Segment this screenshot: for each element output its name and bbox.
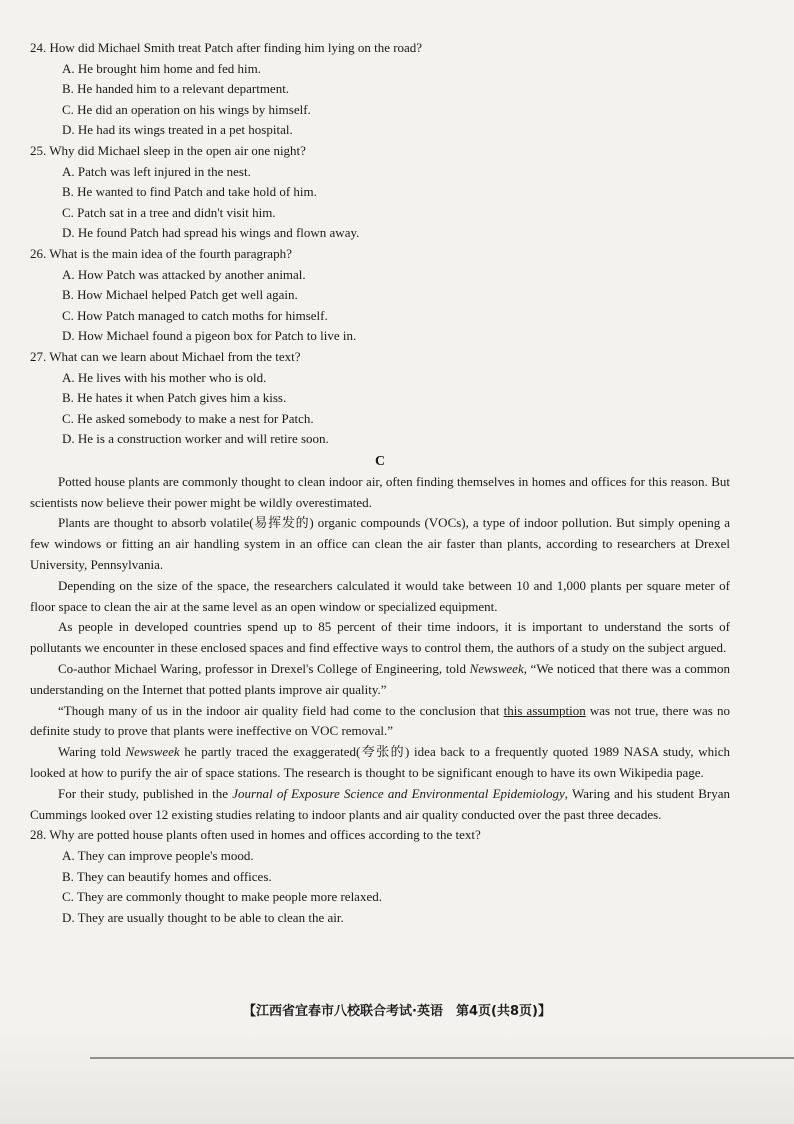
journal-title: Journal of Exposure Science and Environmental Epidemiology — [232, 785, 565, 801]
page-footer: 【江西省宜春市八校联合考试·英语 第4页(共8页)】 — [243, 1004, 551, 1019]
option-c: C. How Patch managed to catch moths for himself. — [62, 307, 328, 323]
passage-paragraph-3: Depending on the size of the space, the researchers calculated it would take between 10 and 1,000 plants per square meter of floor space to clean the air at the same level as an open window or specialized equipment. — [30, 577, 730, 614]
option-a: A. Patch was left injured in the nest. — [62, 163, 251, 179]
page-content — [30, 38, 730, 928]
question-stem: 25. Why did Michael sleep in the open air one night? — [30, 142, 306, 158]
p5-newsweek: Newsweek — [469, 661, 524, 677]
p7-text-b: he partly traced the exaggerated(夸张的) idea back to a frequently quoted 1989 NASA study, which looked at how to purify the air of space stations. The research is thought to be significant enough to have its own Wikipedia page. — [30, 744, 730, 781]
p7-newsweek: Newsweek — [125, 744, 180, 760]
question-block — [30, 244, 730, 347]
p5-text-b: , “We noticed that there was a common understanding on the Internet that potted plants improve air quality.” — [30, 661, 730, 697]
question-stem: 24. How did Michael Smith treat Patch after finding him lying on the road? — [30, 40, 423, 55]
option-b: B. He hates it when Patch gives him a kiss. — [62, 390, 287, 406]
question-28 — [30, 825, 730, 928]
question-stem: 28. Why are potted house plants often used in homes and offices according to the text? — [30, 827, 481, 843]
question-block — [30, 38, 730, 141]
option-c: C. They are commonly thought to make people more relaxed. — [62, 889, 382, 905]
passage-paragraph-6 — [30, 701, 730, 743]
option-a: A. They can improve people's mood. — [62, 848, 254, 864]
option-a: A. He lives with his mother who is old. — [62, 369, 267, 385]
option-a: A. He brought him home and fed him. — [62, 60, 261, 76]
scan-edge-line — [90, 1057, 794, 1059]
scan-bottom-band — [0, 1030, 794, 1124]
p8-text-b: , Waring and his student Bryan Cummings looked over 12 existing studies relating to indoor plants and air quality conducted over the past three decades. — [30, 785, 731, 822]
p5-text-a: Co-author Michael Waring, professor in Drexel's College of Engineering, told — [58, 661, 470, 677]
option-d: D. They are usually thought to be able to clean the air. — [62, 909, 344, 925]
p7-text-a: Waring told — [58, 744, 126, 760]
question-stem: 27. What can we learn about Michael from the text? — [30, 348, 301, 364]
passage-paragraph-7 — [30, 742, 730, 784]
option-a: A. How Patch was attacked by another animal. — [62, 266, 306, 282]
passage-paragraph-1: Potted house plants are commonly thought to clean indoor air, often finding themselves in homes and offices for this reason. But scientists now believe their power might be wildly overestimated. — [30, 473, 730, 510]
option-b: B. He handed him to a relevant department. — [62, 81, 290, 97]
question-block — [30, 347, 730, 450]
passage-paragraph-2: Plants are thought to absorb volatile(易挥发的) organic compounds (VOCs), a type of indoor pollution. But simply opening a few windows or fitting an air handling system in an office can clean the air faster than plants, according to researchers at Drexel University, Pennsylvania. — [30, 515, 730, 573]
p6-text-a: “Though many of us in the indoor air quality field had come to the conclusion that — [58, 702, 504, 718]
section-label: C — [374, 453, 386, 469]
option-d: D. How Michael found a pigeon box for Patch to live in. — [62, 328, 357, 344]
p6-text-b: was not true, there was no definite study to prove that plants were ineffective on VOC removal.” — [30, 702, 730, 739]
question-block — [30, 141, 730, 244]
passage-paragraph-8 — [30, 784, 730, 826]
option-d: D. He had its wings treated in a pet hospital. — [62, 122, 293, 138]
option-c: C. He did an operation on his wings by himself. — [62, 101, 311, 117]
question-stem: 26. What is the main idea of the fourth paragraph? — [30, 245, 292, 261]
option-b: B. They can beautify homes and offices. — [62, 868, 272, 884]
passage-c — [30, 472, 730, 826]
option-b: B. He wanted to find Patch and take hold of him. — [62, 184, 317, 200]
option-b: B. How Michael helped Patch get well again. — [62, 287, 298, 303]
option-d: D. He is a construction worker and will retire soon. — [62, 431, 329, 447]
question-group-top — [30, 38, 730, 450]
p8-text-a: For their study, published in the — [58, 785, 233, 801]
underlined-phrase: this assumption — [503, 702, 586, 718]
passage-paragraph-4: As people in developed countries spend up to 85 percent of their time indoors, it is important to understand the sorts of pollutants we encounter in these enclosed spaces and find effective ways to control them, the authors of a study on the subject argued. — [30, 619, 730, 656]
option-c: C. Patch sat in a tree and didn't visit him. — [62, 204, 276, 220]
option-d: D. He found Patch had spread his wings and flown away. — [62, 225, 360, 241]
passage-paragraph-5 — [30, 659, 730, 701]
option-c: C. He asked somebody to make a nest for Patch. — [62, 410, 314, 426]
